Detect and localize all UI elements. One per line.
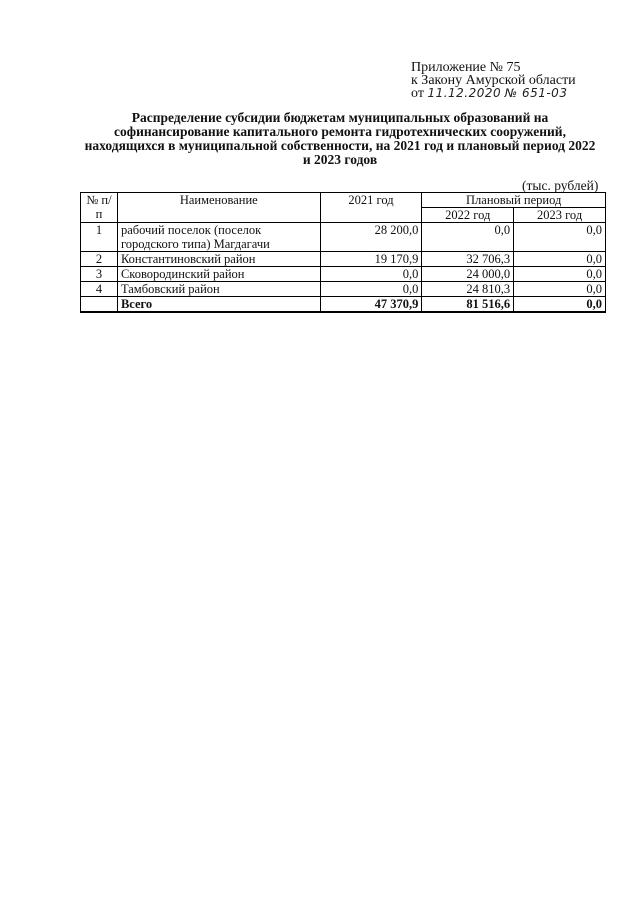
appendix-law-reference: к Закону Амурской области xyxy=(411,73,576,88)
row-2022: 0,0 xyxy=(422,223,514,252)
row-name: Тамбовский район xyxy=(117,282,320,297)
row-num: 3 xyxy=(81,267,118,282)
header-plan-period: Плановый период xyxy=(422,193,606,208)
row-2023: 0,0 xyxy=(514,252,606,267)
table-row xyxy=(81,267,606,282)
row-2023: 0,0 xyxy=(514,267,606,282)
table-header-row xyxy=(81,193,606,208)
row-2022: 24 000,0 xyxy=(422,267,514,282)
row-2023: 0,0 xyxy=(514,282,606,297)
total-2021: 47 370,9 xyxy=(320,297,422,313)
header-2023: 2023 год xyxy=(514,208,606,223)
row-num: 1 xyxy=(81,223,118,252)
handwritten-date: 11.12.2020 xyxy=(427,86,502,100)
row-name: Константиновский район xyxy=(117,252,320,267)
total-label: Всего xyxy=(117,297,320,313)
row-2022: 24 810,3 xyxy=(422,282,514,297)
handwritten-number: № 651-03 xyxy=(504,86,568,100)
row-2021: 28 200,0 xyxy=(320,223,422,252)
table-row xyxy=(81,223,606,252)
subsidy-table xyxy=(80,192,606,313)
total-num-empty xyxy=(81,297,118,313)
total-2023: 0,0 xyxy=(514,297,606,313)
table-row xyxy=(81,282,606,297)
appendix-block xyxy=(411,61,576,100)
appendix-number: Приложение № 75 xyxy=(411,60,521,75)
table-row xyxy=(81,252,606,267)
header-num: № п/п xyxy=(81,193,118,223)
row-num: 2 xyxy=(81,252,118,267)
appendix-date-prefix: от xyxy=(411,86,424,101)
row-name: Сковородинский район xyxy=(117,267,320,282)
header-2022: 2022 год xyxy=(422,208,514,223)
total-row xyxy=(81,297,606,313)
total-2022: 81 516,6 xyxy=(422,297,514,313)
row-num: 4 xyxy=(81,282,118,297)
appendix-date-line xyxy=(411,87,576,100)
header-2021: 2021 год xyxy=(320,193,422,223)
row-2021: 19 170,9 xyxy=(320,252,422,267)
document-title: Распределение субсидии бюджетам муниципальных образований на софинансирование капитального ремонта гидротехнических сооружений, находящихся в муниципальной собственности, на 2021 год и плановый период 2022 и 2023 годов xyxy=(84,110,596,167)
units-label: (тыс. рублей) xyxy=(522,178,599,193)
row-2022: 32 706,3 xyxy=(422,252,514,267)
row-2021: 0,0 xyxy=(320,282,422,297)
row-name: рабочий поселок (поселок городского типа) Магдагачи xyxy=(117,223,320,252)
header-name: Наименование xyxy=(117,193,320,223)
row-2021: 0,0 xyxy=(320,267,422,282)
row-2023: 0,0 xyxy=(514,223,606,252)
